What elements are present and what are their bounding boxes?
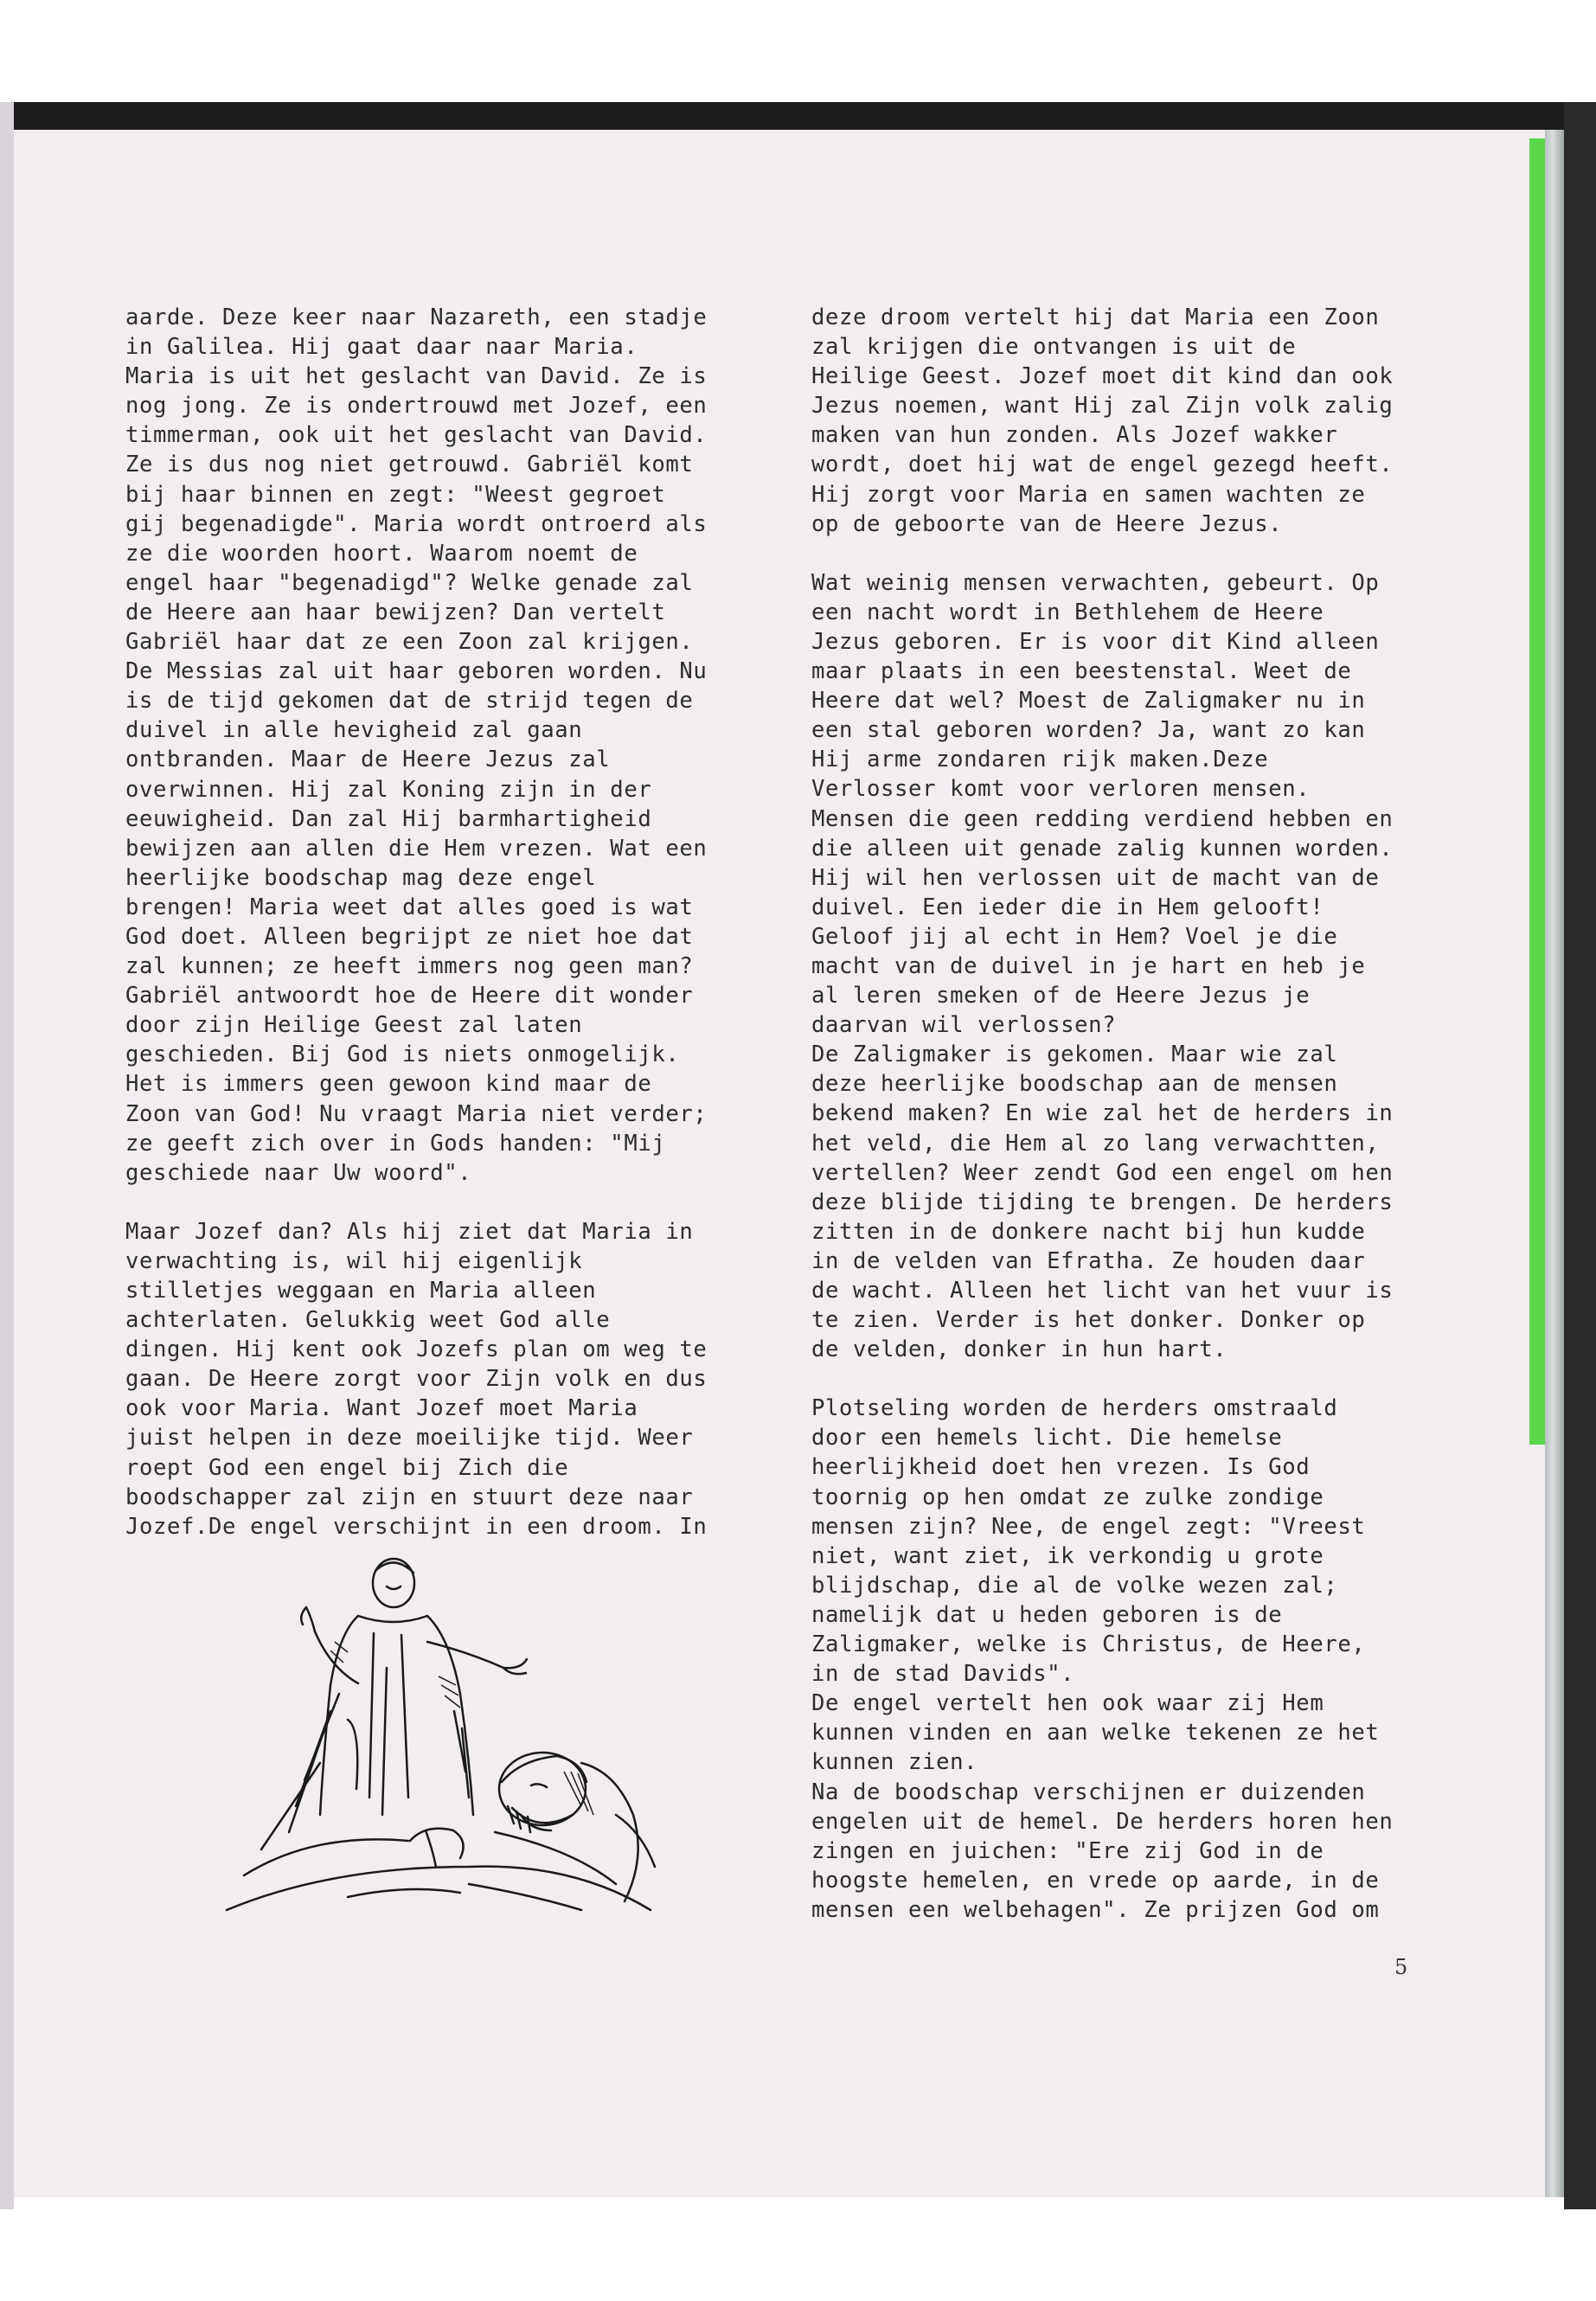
left-text-column	[125, 303, 774, 1571]
paragraph	[125, 303, 774, 1188]
text-line: brengen! Maria weet dat alles goed is wat	[125, 894, 694, 920]
text-line: heerlijke boodschap mag deze engel	[125, 864, 597, 891]
text-line: mensen een welbehagen". Ze prijzen God om	[811, 1896, 1380, 1923]
text-line: De Messias zal uit haar geboren worden. Nu	[125, 658, 708, 685]
text-line: Jozef.De engel verschijnt in een droom. In	[125, 1513, 708, 1540]
text-line: een stal geboren worden? Ja, want zo kan	[811, 717, 1366, 744]
text-line: engel haar "begenadigd"? Welke genade zal	[125, 569, 694, 596]
text-line: Zoon van God! Nu vraagt Maria niet verder;	[125, 1100, 708, 1127]
text-line: zal krijgen die ontvangen is uit de	[811, 334, 1297, 361]
text-line: dingen. Hij kent ook Jozefs plan om weg te	[125, 1336, 708, 1363]
text-line: stilletjes weggaan en Maria alleen	[125, 1278, 597, 1304]
right-text-column	[811, 303, 1452, 1954]
scan-top-border	[0, 102, 1596, 133]
text-line: vertellen? Weer zendt God een engel om hen	[811, 1159, 1394, 1186]
text-line: zal kunnen; ze heeft immers nog geen man?	[125, 953, 694, 980]
text-line: nog jong. Ze is ondertrouwd met Jozef, een	[125, 393, 708, 420]
text-line: ze geeft zich over in Gods handen: "Mij	[125, 1130, 666, 1157]
text-line: wordt, doet hij wat de engel gezegd heeft.	[811, 452, 1394, 478]
text-line: Hij arme zondaren rijk maken.Deze	[811, 747, 1269, 773]
text-line: ook voor Maria. Want Jozef moet Maria	[125, 1395, 638, 1422]
text-line: ze die woorden hoort. Waarom noemt de	[125, 540, 638, 567]
text-line: namelijk dat u heden geboren is de	[811, 1601, 1283, 1628]
angel-appearing-to-sleeping-jozef-drawing-icon	[209, 1555, 681, 1912]
scan-right-border	[1564, 102, 1596, 2209]
text-line: kunnen zien.	[811, 1749, 978, 1776]
text-line: die alleen uit genade zalig kunnen worden.	[811, 835, 1394, 862]
text-line: aarde. Deze keer naar Nazareth, een stadje	[125, 304, 708, 330]
text-line: engelen uit de hemel. De herders horen hen	[811, 1808, 1394, 1835]
text-line: Verlosser komt voor verloren mensen.	[811, 776, 1311, 803]
angel-and-sleeping-jozef-illustration	[209, 1555, 681, 1912]
text-line: bewijzen aan allen die Hem vrezen. Wat een	[125, 835, 708, 862]
scan-left-border	[0, 102, 14, 2209]
text-line: Het is immers geen gewoon kind maar de	[125, 1071, 652, 1098]
green-cover-edge	[1529, 138, 1545, 1445]
text-line: bekend maken? En wie zal het de herders in	[811, 1100, 1394, 1127]
text-line: Ze is dus nog niet getrouwd. Gabriël komt	[125, 452, 694, 478]
text-line: duivel in alle hevigheid zal gaan	[125, 717, 583, 744]
text-line: op de geboorte van de Heere Jezus.	[811, 510, 1283, 537]
text-line: Gabriël antwoordt hoe de Heere dit wonder	[125, 983, 694, 1009]
text-line: ontbranden. Maar de Heere Jezus zal	[125, 747, 611, 773]
text-line: bij haar binnen en zegt: "Weest gegroet	[125, 481, 666, 508]
text-line: blijdschap, die al de volke wezen zal;	[811, 1572, 1338, 1599]
text-line: deze droom vertelt hij dat Maria een Zoon	[811, 304, 1380, 330]
text-line: Jezus noemen, want Hij zal Zijn volk zalig	[811, 393, 1394, 420]
text-line: roept God een engel bij Zich die	[125, 1454, 569, 1481]
text-line: Maar Jozef dan? Als hij ziet dat Maria in	[125, 1218, 694, 1245]
text-line: het veld, die Hem al zo lang verwachtten,	[811, 1130, 1380, 1157]
text-line: daarvan wil verlossen?	[811, 1012, 1117, 1039]
paragraph	[811, 568, 1452, 1365]
text-line: Maria is uit het geslacht van David. Ze is	[125, 363, 708, 390]
page-number: 5	[1394, 1955, 1408, 1979]
text-line: overwinnen. Hij zal Koning zijn in der	[125, 776, 652, 803]
text-line: verwachting is, wil hij eigenlijk	[125, 1247, 583, 1274]
text-line: maken van hun zonden. Als Jozef wakker	[811, 422, 1338, 449]
text-line: geschieden. Bij God is niets onmogelijk.	[125, 1042, 680, 1068]
text-line: eeuwigheid. Dan zal Hij barmhartigheid	[125, 805, 652, 832]
paragraph	[811, 303, 1452, 539]
text-line: mensen zijn? Nee, de engel zegt: "Vreest	[811, 1513, 1366, 1540]
text-line: duivel. Een ieder die in Hem gelooft!	[811, 894, 1324, 920]
text-line: geschiede naar Uw woord".	[125, 1159, 472, 1186]
text-line: in Galilea. Hij gaat daar naar Maria.	[125, 334, 638, 361]
text-line: boodschapper zal zijn en stuurt deze naar	[125, 1484, 694, 1510]
text-line: de wacht. Alleen het licht van het vuur is	[811, 1278, 1394, 1304]
text-line: Geloof jij al echt in Hem? Voel je die	[811, 923, 1338, 950]
text-line: Zaligmaker, welke is Christus, de Heere,	[811, 1631, 1366, 1658]
text-line: de Heere aan haar bewijzen? Dan vertelt	[125, 599, 666, 625]
paragraph	[811, 1394, 1452, 1925]
text-line: Heilige Geest. Jozef moet dit kind dan ook	[811, 363, 1394, 390]
text-line: De Zaligmaker is gekomen. Maar wie zal	[811, 1042, 1338, 1068]
text-line: deze heerlijke boodschap aan de mensen	[811, 1071, 1338, 1098]
text-line: Na de boodschap verschijnen er duizenden	[811, 1779, 1366, 1805]
text-line: een nacht wordt in Bethlehem de Heere	[811, 599, 1324, 625]
text-line: Hij wil hen verlossen uit de macht van de	[811, 864, 1380, 891]
text-line: Heere dat wel? Moest de Zaligmaker nu in	[811, 688, 1366, 715]
text-line: door zijn Heilige Geest zal laten	[125, 1012, 583, 1039]
paragraph	[125, 1217, 774, 1541]
text-line: gaan. De Heere zorgt voor Zijn volk en dus	[125, 1366, 708, 1393]
text-line: achterlaten. Gelukkig weet God alle	[125, 1307, 611, 1334]
text-line: heerlijkheid doet hen vrezen. Is God	[811, 1454, 1311, 1481]
text-line: door een hemels licht. Die hemelse	[811, 1425, 1283, 1452]
text-line: al leren smeken of de Heere Jezus je	[811, 983, 1311, 1009]
text-line: macht van de duivel in je hart en heb je	[811, 952, 1366, 979]
text-line: Gabriël haar dat ze een Zoon zal krijgen.	[125, 629, 694, 656]
text-line: kunnen vinden en aan welke tekenen ze het	[811, 1720, 1380, 1747]
text-line: Jezus geboren. Er is voor dit Kind alleen	[811, 628, 1380, 655]
text-line: God doet. Alleen begrijpt ze niet hoe dat	[125, 923, 694, 950]
text-line: Plotseling worden de herders omstraald	[811, 1395, 1338, 1422]
text-line: zingen en juichen: "Ere zij God in de	[811, 1837, 1324, 1864]
text-line: in de velden van Efratha. Ze houden daar	[811, 1247, 1366, 1274]
text-line: Mensen die geen redding verdiend hebben en	[811, 805, 1394, 832]
text-line: is de tijd gekomen dat de strijd tegen de	[125, 688, 694, 715]
text-line: toornig op hen omdat ze zulke zondige	[811, 1484, 1324, 1510]
text-line: De engel vertelt hen ook waar zij Hem	[811, 1690, 1324, 1717]
text-line: timmerman, ook uit het geslacht van David.	[125, 422, 708, 449]
text-line: Wat weinig mensen verwachten, gebeurt. Op	[811, 569, 1380, 596]
text-line: gij begenadigde". Maria wordt ontroerd als	[125, 510, 708, 537]
text-line: in de stad Davids".	[811, 1661, 1075, 1688]
text-line: deze blijde tijding te brengen. De herders	[811, 1189, 1394, 1215]
text-line: hoogste hemelen, en vrede op aarde, in de	[811, 1867, 1380, 1894]
page-stack-edge	[1545, 130, 1564, 2197]
text-line: de velden, donker in hun hart.	[811, 1336, 1227, 1363]
text-line: zitten in de donkere nacht bij hun kudde	[811, 1218, 1366, 1245]
text-line: niet, want ziet, ik verkondig u grote	[811, 1542, 1324, 1569]
text-line: juist helpen in deze moeilijke tijd. Weer	[125, 1425, 694, 1452]
text-line: maar plaats in een beestenstal. Weet de	[811, 658, 1352, 685]
text-line: Hij zorgt voor Maria en samen wachten ze	[811, 481, 1366, 508]
text-line: te zien. Verder is het donker. Donker op	[811, 1307, 1366, 1334]
